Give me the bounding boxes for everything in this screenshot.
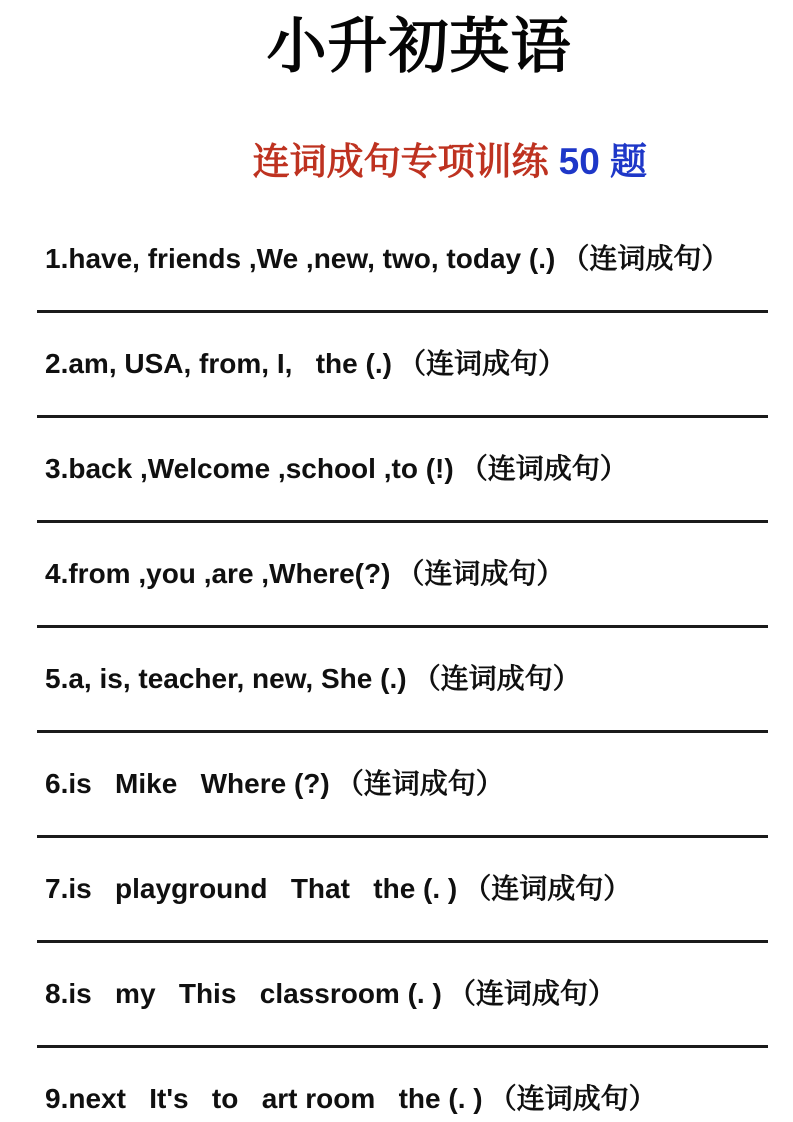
question-words: 5.a, is, teacher, new, She (.) xyxy=(45,663,407,695)
question-text xyxy=(45,557,768,591)
subtitle-topic: 连词成句专项训练 xyxy=(252,140,549,182)
question-type-tag: （连词成句） xyxy=(335,768,504,800)
answer-blank-line xyxy=(37,415,768,418)
answer-blank-line xyxy=(37,310,768,313)
question-block-5 xyxy=(45,662,768,767)
page-title: 小升初英语 xyxy=(266,13,572,80)
question-type-tag: （连词成句） xyxy=(396,558,565,590)
question-text xyxy=(45,1082,768,1116)
answer-blank-line xyxy=(37,940,768,943)
answer-blank-line xyxy=(37,835,768,838)
question-words: 6.is Mike Where (?) xyxy=(45,768,330,800)
page-subtitle xyxy=(45,101,793,223)
question-text xyxy=(45,977,768,1011)
answer-blank-line xyxy=(37,1045,768,1048)
question-words: 7.is playground That the (. ) xyxy=(45,873,458,905)
question-block-3 xyxy=(45,452,768,557)
question-type-tag: （连词成句） xyxy=(447,978,616,1010)
question-words: 3.back ,Welcome ,school ,to (!) xyxy=(45,453,454,485)
question-block-8 xyxy=(45,977,768,1082)
question-text xyxy=(45,662,768,696)
question-block-9 xyxy=(45,1082,768,1122)
question-text xyxy=(45,242,768,276)
question-text xyxy=(45,452,768,486)
question-list xyxy=(0,242,793,1122)
question-words: 4.from ,you ,are ,Where(?) xyxy=(45,558,391,590)
question-text xyxy=(45,347,768,381)
question-block-6 xyxy=(45,767,768,872)
question-words: 2.am, USA, from, I, the (.) xyxy=(45,348,392,380)
question-text xyxy=(45,767,768,801)
worksheet-header xyxy=(0,0,793,223)
question-type-tag: （连词成句） xyxy=(488,1083,657,1115)
question-type-tag: （连词成句） xyxy=(561,243,730,275)
question-type-tag: （连词成句） xyxy=(463,873,632,905)
answer-blank-line xyxy=(37,520,768,523)
question-words: 1.have, friends ,We ,new, two, today (.) xyxy=(45,243,556,275)
subtitle-question-count: 50 题 xyxy=(558,140,648,182)
question-type-tag: （连词成句） xyxy=(459,453,628,485)
question-block-2 xyxy=(45,347,768,452)
question-text xyxy=(45,872,768,906)
question-type-tag: （连词成句） xyxy=(412,663,581,695)
question-block-7 xyxy=(45,872,768,977)
question-type-tag: （连词成句） xyxy=(397,348,566,380)
question-words: 8.is my This classroom (. ) xyxy=(45,978,442,1010)
answer-blank-line xyxy=(37,625,768,628)
answer-blank-line xyxy=(37,730,768,733)
question-words: 9.next It's to art room the (. ) xyxy=(45,1083,483,1115)
question-block-1 xyxy=(45,242,768,347)
question-block-4 xyxy=(45,557,768,662)
